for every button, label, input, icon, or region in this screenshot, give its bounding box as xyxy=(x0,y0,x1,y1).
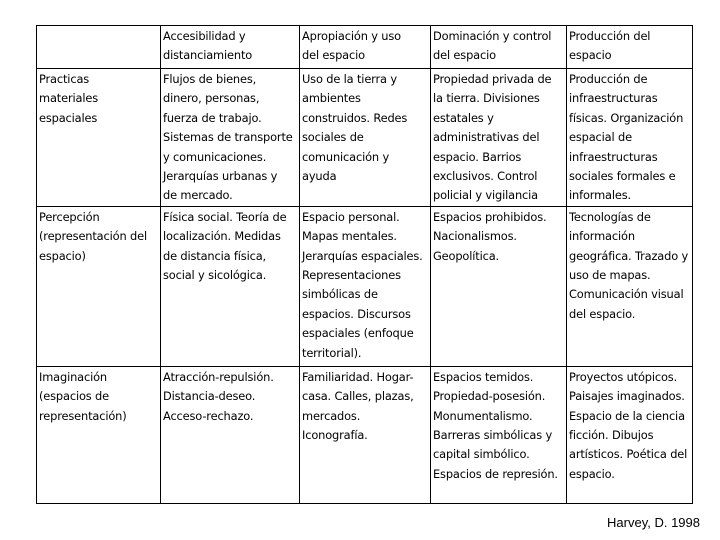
header-dominacion: Dominación y control del espacio xyxy=(431,26,567,69)
row-label-practicas: Practicas materiales espaciales xyxy=(37,69,161,207)
cell-practicas-dominacion: Propiedad privada de la tierra. Divisiones estatales y administrativas del espacio. Barrios exclusivos. Control policial y vigilancia xyxy=(431,69,567,207)
cell-practicas-apropiacion: Uso de la tierra y ambientes construidos. Redes sociales de comunicación y ayuda xyxy=(300,69,431,207)
cell-imaginacion-produccion: Proyectos utópicos. Paisajes imaginados. Espacio de la ciencia ficción. Dibujos artísticos. Poética del espacio. xyxy=(567,366,693,503)
row-label-imaginacion: Imaginación (espacios de representación) xyxy=(37,366,161,503)
table-row-imaginacion xyxy=(37,366,693,503)
harvey-spatial-practices-grid xyxy=(36,25,693,504)
cell-percepcion-dominacion: Espacios prohibidos. Nacionalismos. Geopolítica. xyxy=(431,206,567,366)
cell-imaginacion-dominacion: Espacios temidos. Propiedad-posesión. Monumentalismo. Barreras simbólicas y capital simbólico. Espacios de represión. xyxy=(431,366,567,503)
header-produccion: Producción del espacio xyxy=(567,26,693,69)
table-row-percepcion xyxy=(37,206,693,366)
cell-imaginacion-accesibilidad: Atracción-repulsión. Distancia-deseo. Acceso-rechazo. xyxy=(161,366,300,503)
citation: Harvey, D. 1998 xyxy=(607,515,700,530)
cell-imaginacion-apropiacion: Familiaridad. Hogar- casa. Calles, plazas, mercados. Iconografía. xyxy=(300,366,431,503)
header-corner-cell xyxy=(37,26,161,69)
cell-practicas-accesibilidad: Flujos de bienes, dinero, personas, fuerza de trabajo. Sistemas de transporte y comunicaciones. Jerarquías urbanas y de mercado. xyxy=(161,69,300,207)
table-row-practicas xyxy=(37,69,693,207)
row-label-percepcion: Percepción (representación del espacio) xyxy=(37,206,161,366)
cell-practicas-produccion: Producción de infraestructuras físicas. Organización espacial de infraestructuras sociales formales e informales. xyxy=(567,69,693,207)
cell-percepcion-produccion: Tecnologías de información geográfica. Trazado y uso de mapas. Comunicación visual del espacio. xyxy=(567,206,693,366)
header-row xyxy=(37,26,693,69)
header-accesibilidad: Accesibilidad y distanciamiento xyxy=(161,26,300,69)
cell-percepcion-apropiacion: Espacio personal. Mapas mentales. Jerarquías espaciales. Representaciones simbólicas de espacios. Discursos espaciales (enfoque territorial). xyxy=(300,206,431,366)
cell-percepcion-accesibilidad: Física social. Teoría de localización. Medidas de distancia física, social y sicológica. xyxy=(161,206,300,366)
header-apropiacion: Apropiación y uso del espacio xyxy=(300,26,431,69)
